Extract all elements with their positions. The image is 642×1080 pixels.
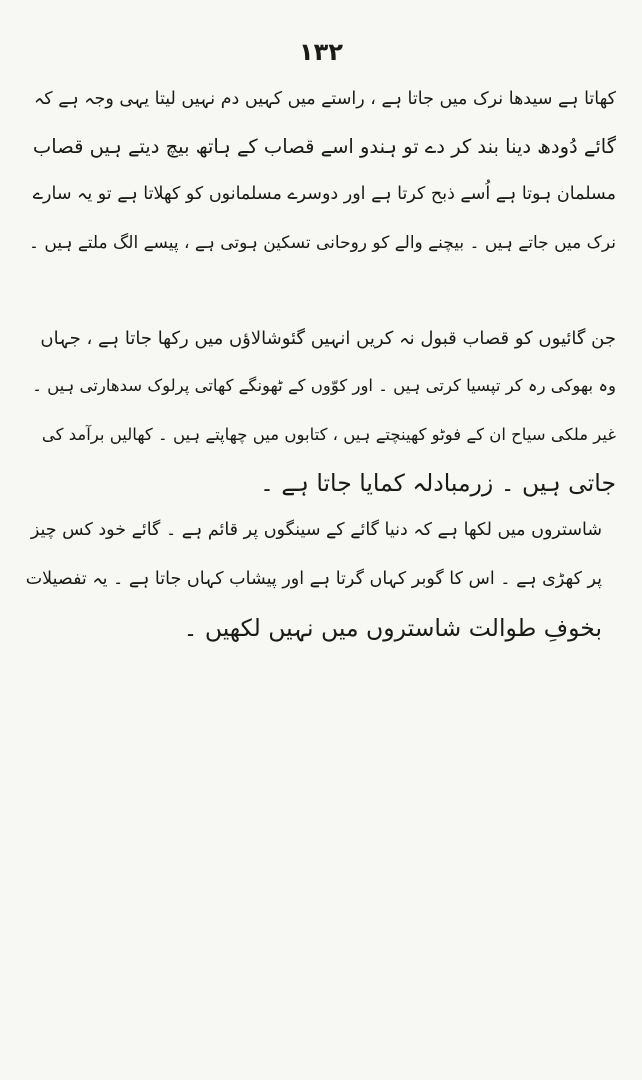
paragraph-3-line-1: شاستروں میں لکھا ہے کہ دنیا گائے کے سینگوں پر قائم ہے ۔ گائے خود کس چیز	[30, 520, 602, 540]
paragraph-2-line-2: وہ بھوکی رہ کر تپسیا کرتی ہیں ۔ اور کوّوں کے ٹھونگے کھاتی پرلوک سدھارتی ہیں ۔	[32, 376, 616, 395]
paragraph-3-line-3: بخوفِ طوالت شاستروں میں نہیں لکھیں ۔	[183, 614, 602, 642]
paragraph-3-line-2: پر کھڑی ہے ۔ اس کا گوبر کہاں گرتا ہے اور پیشاب کہاں جاتا ہے ۔ یہ تفصیلات	[26, 569, 602, 589]
page-number: ١٣٢	[299, 38, 343, 66]
paragraph-2-line-3: غیر ملکی سیاح ان کے فوٹو کھینچتے ہیں ، کتابوں میں چھاپتے ہیں ۔ کھالیں برآمد کی	[41, 425, 616, 444]
paragraph-1-line-1: کھاتا ہے سیدھا نرک میں جاتا ہے ، راستے میں کہیں دم نہیں لیتا یہی وجہ ہے کہ	[34, 89, 616, 109]
paragraph-2-line-4: جاتی ہیں ۔ زرمبادلہ کمایا جاتا ہے ۔	[260, 469, 616, 497]
paragraph-2-line-1: جن گائیوں کو قصاب قبول نہ کریں انہیں گئوشالاؤں میں رکھا جاتا ہے ، جہاں	[40, 328, 616, 349]
paragraph-1-line-2: گائے دُودھ دینا بند کر دے تو ہندو اسے قصاب کے ہاتھ بیچ دیتے ہیں قصاب	[32, 135, 616, 158]
paragraph-1-line-4: نرک میں جاتے ہیں ۔ بیچنے والے کو روحانی تسکین ہوتی ہے ، پیسے الگ ملتے ہیں ۔	[29, 233, 616, 253]
paragraph-1-line-3: مسلمان ہوتا ہے اُسے ذبح کرتا ہے اور دوسرے مسلمانوں کو کھلاتا ہے تو یہ سارے	[32, 184, 616, 204]
